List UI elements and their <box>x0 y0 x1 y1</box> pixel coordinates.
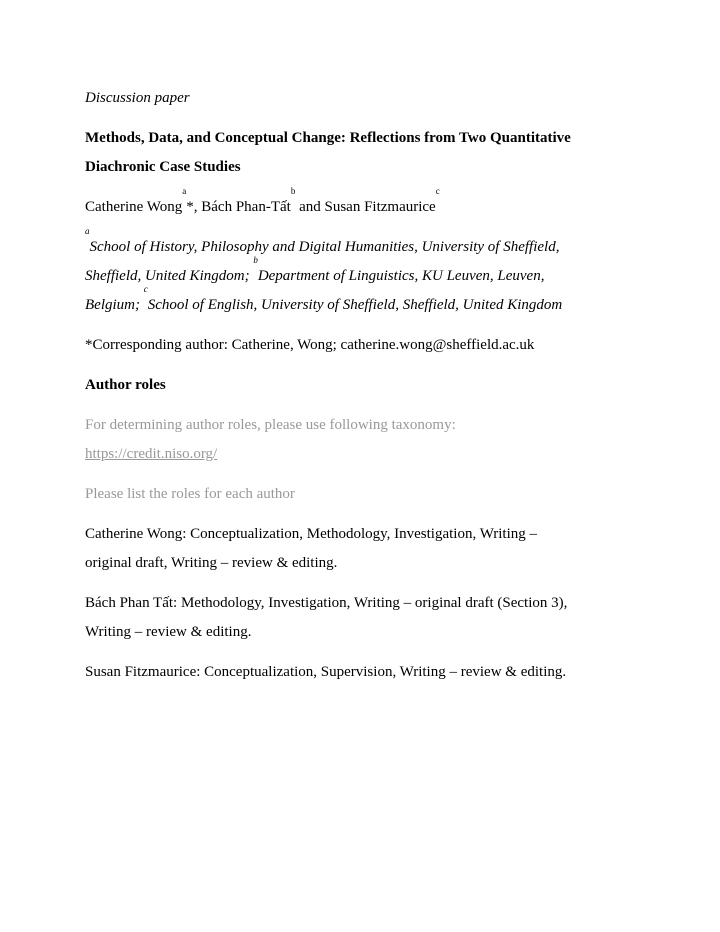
affiliations <box>85 226 645 320</box>
affiliation-text: Department of Linguistics, KU Leuven, Leuven, <box>257 268 545 284</box>
paper-title <box>85 124 645 182</box>
author-name: Bách Phan-Tất <box>201 199 291 215</box>
role-text: Catherine Wong: Conceptualization, Methodology, Investigation, Writing – <box>85 526 537 542</box>
role-entry-2 <box>85 589 645 647</box>
role-text: Writing – review & editing. <box>85 624 252 640</box>
affiliation-marker: a <box>182 186 187 196</box>
paper-type: Discussion paper <box>85 90 190 106</box>
taxonomy-link[interactable]: https://credit.niso.org/ <box>85 446 218 462</box>
role-entry-1 <box>85 520 645 578</box>
affiliation-marker: c <box>143 284 148 294</box>
list-roles-note: Please list the roles for each author <box>85 486 295 502</box>
role-entry-3 <box>85 658 645 687</box>
taxonomy-note: For determining author roles, please use following taxonomy: <box>85 417 456 433</box>
document-page <box>85 84 645 687</box>
affiliation-marker: b <box>290 186 296 196</box>
affiliation-text: School of English, University of Sheffield, Sheffield, United Kingdom <box>147 297 563 313</box>
role-text: original draft, Writing – review & editing. <box>85 555 338 571</box>
affiliation-text: School of History, Philosophy and Digital Humanities, University of Sheffield, <box>89 239 560 255</box>
author-name: Catherine Wong <box>85 199 183 215</box>
affiliation-text: Belgium; <box>85 297 144 313</box>
taxonomy-link-line <box>85 440 645 469</box>
author-name: Susan Fitzmaurice <box>324 199 436 215</box>
affiliation-line-3 <box>85 284 645 320</box>
affiliation-marker: c <box>435 186 440 196</box>
affiliation-marker: a <box>85 226 90 236</box>
role-text: Bách Phan Tất: Methodology, Investigation, Writing – original draft (Section 3), <box>85 595 568 611</box>
author-roles-heading: Author roles <box>85 377 166 393</box>
affiliation-line-1 <box>85 226 645 262</box>
role-text: Susan Fitzmaurice: Conceptualization, Supervision, Writing – review & editing. <box>85 664 567 680</box>
author-list <box>85 186 645 222</box>
affiliation-marker: b <box>253 255 258 265</box>
title-line-1: Methods, Data, and Conceptual Change: Reflections from Two Quantitative <box>85 130 571 146</box>
affiliation-line-2 <box>85 255 645 291</box>
corresponding-marker: *, <box>186 199 202 215</box>
conjunction: and <box>295 199 325 215</box>
corresponding-author: *Corresponding author: Catherine, Wong; catherine.wong@sheffield.ac.uk <box>85 337 535 353</box>
title-line-2: Diachronic Case Studies <box>85 159 241 175</box>
affiliation-text: Sheffield, United Kingdom; <box>85 268 254 284</box>
